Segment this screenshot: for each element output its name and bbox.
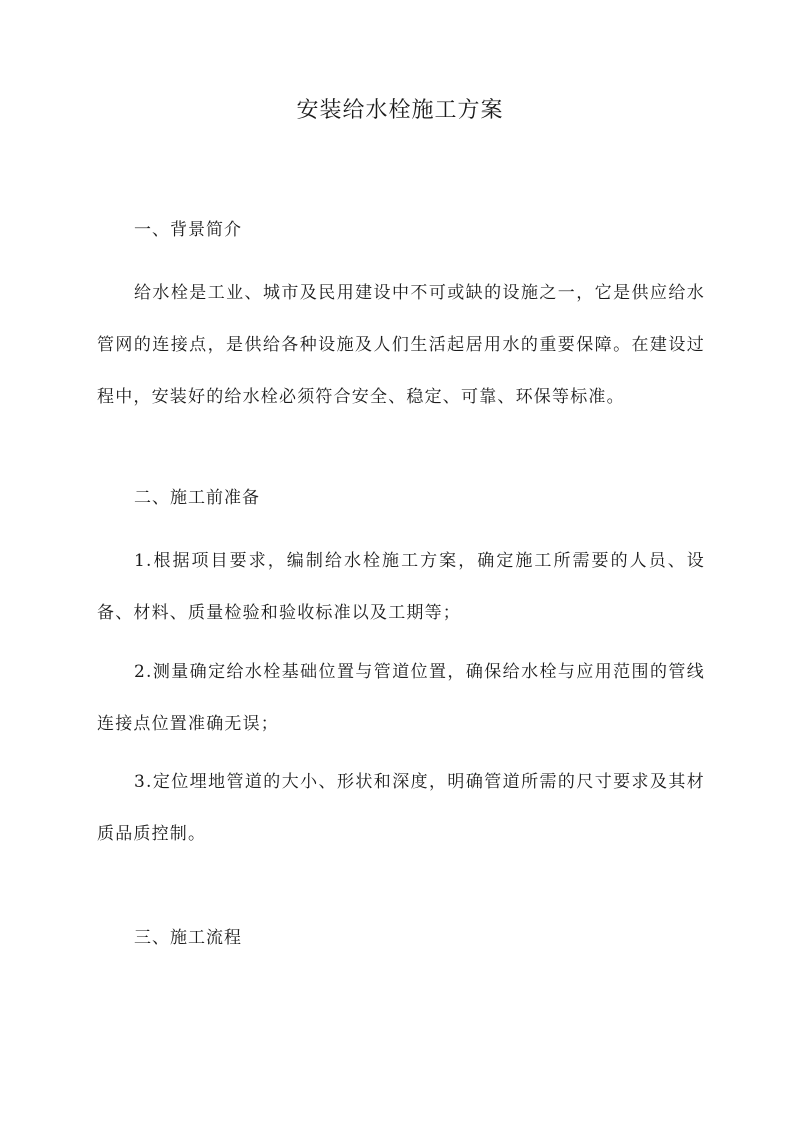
section-heading-preparation: 二、施工前准备 bbox=[134, 488, 260, 508]
paragraph-preparation-1: 1.根据项目要求，编制给水栓施工方案，确定施工所需要的人员、设备、材料、质量检验和验收标准以及工期等； bbox=[97, 551, 705, 623]
paragraph-background: 给水栓是工业、城市及民用建设中不可或缺的设施之一，它是供应给水管网的连接点，是供给各种设施及人们生活起居用水的重要保障。在建设过程中，安装好的给水栓必须符合安全、稳定、可靠、环保等标准。 bbox=[97, 283, 705, 407]
section-heading-process: 三、施工流程 bbox=[134, 928, 242, 948]
paragraph-preparation-2: 2.测量确定给水栓基础位置与管道位置，确保给水栓与应用范围的管线连接点位置准确无误； bbox=[97, 662, 705, 734]
paragraph-preparation-3: 3.定位埋地管道的大小、形状和深度，明确管道所需的尺寸要求及其材质品质控制。 bbox=[97, 772, 705, 844]
section-heading-background: 一、背景简介 bbox=[134, 220, 242, 240]
document-title: 安装给水栓施工方案 bbox=[296, 98, 504, 123]
